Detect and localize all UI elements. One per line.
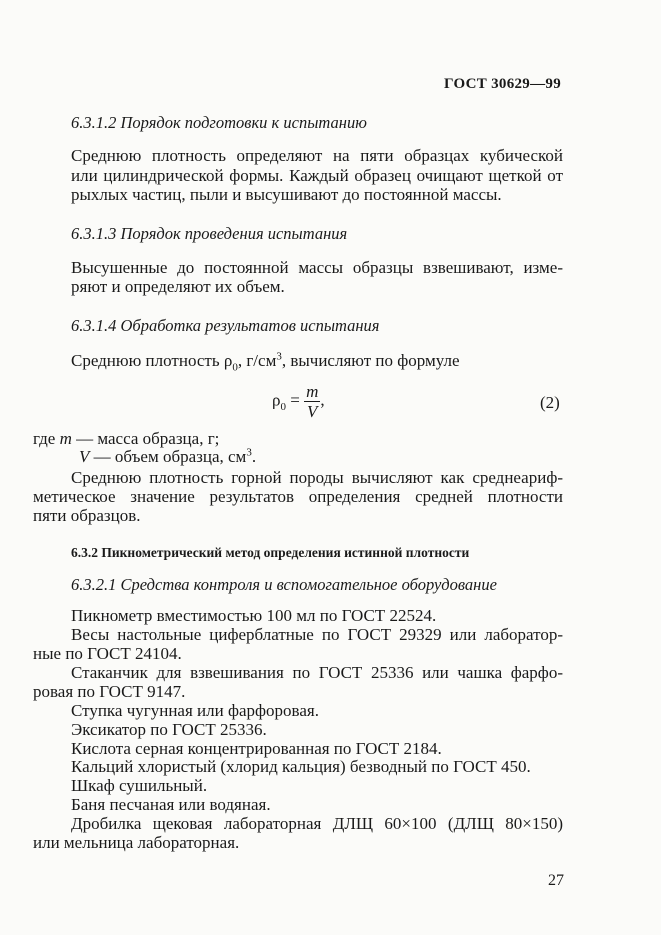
formula-fraction: [304, 382, 320, 421]
where-m-variable: m: [59, 429, 72, 448]
formula-number: (2): [540, 393, 560, 412]
where-v-end: .: [251, 447, 257, 466]
heading-6-3-2-1: 6.3.2.1 Средства контроля и вспомогательное оборудование: [71, 575, 497, 594]
formula-comma: ,: [320, 390, 325, 410]
formula-2: [272, 382, 325, 421]
equipment-line: Кальций хлористый (хлорид кальция) безводный по ГОСТ 450.: [71, 757, 531, 776]
equipment-line: Эксикатор по ГОСТ 25336.: [71, 720, 267, 739]
where-m-text: — масса образца, г;: [76, 429, 220, 448]
equipment-line: Дробилка щековая лабораторная ДЛЩ 60×100 (ДЛЩ 80×150): [71, 814, 563, 833]
equipment-line: Ступка чугунная или фарфоровая.: [71, 701, 319, 720]
unit-superscript: 3: [276, 350, 282, 363]
equipment-line: Баня песчаная или водяная.: [71, 795, 271, 814]
equipment-line: или мельница лабораторная.: [33, 833, 240, 852]
paragraph-line: Среднюю плотность определяют на пяти образцах кубической: [71, 146, 563, 165]
equipment-line: Весы настольные циферблатные по ГОСТ 29329 или лаборатор-: [71, 625, 563, 644]
rho-symbol: ρ: [223, 351, 233, 370]
paragraph-line: Среднюю плотность горной породы вычисляют как среднеариф-: [71, 468, 563, 487]
heading-6-3-1-4: 6.3.1.4 Обработка результатов испытания: [71, 316, 380, 335]
where-prefix: где: [33, 429, 56, 448]
intro-text: Среднюю плотность: [71, 351, 220, 370]
formula-intro: Среднюю плотность $\rho_0$, $г/см^3$, вычисляют по формуле: [71, 350, 460, 374]
document-code: ГОСТ 30629—99: [443, 76, 561, 92]
paragraph-line: метическое значение результатов определения средней плотности: [33, 487, 563, 506]
equipment-line: Пикнометр вместимостью 100 мл по ГОСТ 22524.: [71, 606, 437, 625]
where-v-superscript: 3: [246, 446, 252, 459]
paragraph-line: ряют и определяют их объем.: [71, 277, 285, 296]
intro-tail: , вычисляют по формуле: [281, 351, 460, 370]
unit: г/см: [246, 351, 277, 370]
heading-6-3-1-2: 6.3.1.2 Порядок подготовки к испытанию: [71, 113, 367, 132]
equipment-line: ровая по ГОСТ 9147.: [33, 682, 186, 701]
paragraph-line: пяти образцов.: [33, 506, 141, 525]
paragraph-line: рыхлых частиц, пыли и высушивают до постоянной массы.: [71, 185, 502, 204]
formula-lhs: ρ: [272, 390, 281, 410]
where-v-variable: V: [79, 447, 90, 466]
where-v: [79, 446, 256, 467]
where-v-text: — объем образца, см: [93, 447, 247, 466]
paragraph-line: Высушенные до постоянной массы образцы взвешивают, изме-: [71, 258, 563, 277]
formula-lhs-subscript: 0: [280, 400, 286, 413]
equipment-line: Шкаф сушильный.: [71, 776, 208, 795]
page-number: 27: [548, 872, 564, 889]
equipment-line: ные по ГОСТ 24104.: [33, 644, 182, 663]
paragraph-line: или цилиндрической формы. Каждый образец очищают щеткой от: [71, 166, 563, 185]
rho-subscript: 0: [232, 361, 238, 374]
equipment-line: Кислота серная концентрированная по ГОСТ 2184.: [71, 739, 442, 758]
formula-equals: =: [285, 390, 305, 410]
equipment-line: Стаканчик для взвешивания по ГОСТ 25336 или чашка фарфо-: [71, 663, 563, 682]
formula-denominator: V: [307, 402, 318, 421]
formula-numerator: m: [306, 382, 319, 401]
heading-6-3-2: 6.3.2 Пикнометрический метод определения истинной плотности: [71, 545, 470, 560]
heading-6-3-1-3: 6.3.1.3 Порядок проведения испытания: [71, 224, 348, 243]
